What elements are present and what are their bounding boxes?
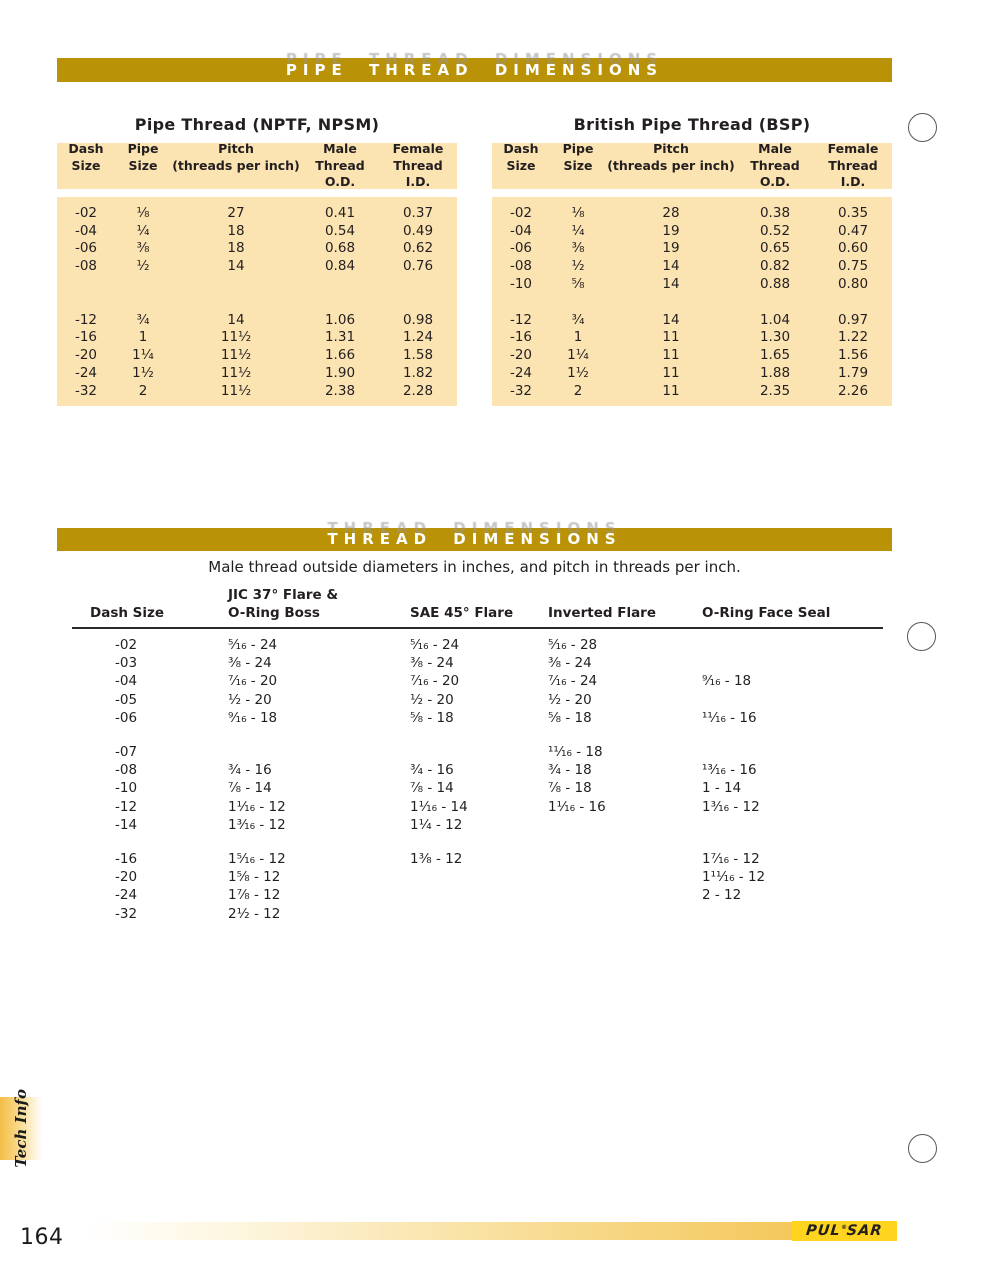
table-row — [72, 672, 883, 690]
cell-female-id: 0.47 — [837, 222, 869, 239]
cell-pipe-size: 1¹⁄₂ — [132, 365, 154, 382]
cell-jic-flare-oring-boss: 1⁵⁄₁₆ - 12 — [228, 850, 286, 867]
cell-dash-size: -06 — [115, 709, 138, 726]
column-header-line1: Pipe — [127, 140, 159, 156]
cell-male-od: 0.82 — [759, 258, 791, 275]
table-row — [492, 382, 892, 400]
registered-mark-icon: ® — [840, 1223, 848, 1231]
cell-jic-flare-oring-boss: ³⁄₈ - 24 — [228, 655, 272, 672]
table-row — [72, 868, 883, 886]
cell-jic-flare-oring-boss: 1⁵⁄₈ - 12 — [228, 869, 281, 886]
cell-male-od: 1.04 — [759, 311, 791, 328]
column-header-line1: Female — [827, 140, 879, 156]
cell-pitch: 11 — [662, 365, 680, 382]
cell-pitch: 14 — [662, 311, 680, 328]
column-header-line1: Dash — [503, 140, 539, 156]
column-header — [814, 141, 892, 192]
column-header-line2: Thread O.D. — [315, 157, 365, 190]
table-row — [72, 886, 883, 904]
cell-jic-flare-oring-boss: ⁵⁄₁₆ - 24 — [228, 637, 278, 654]
cell-pipe-size: ³⁄₈ — [571, 240, 585, 257]
page-number: 164 — [20, 1225, 64, 1250]
cell-dash-size: -02 — [509, 204, 533, 221]
brand-logo — [792, 1221, 897, 1241]
cell-pipe-size: 1¹⁄₂ — [567, 365, 589, 382]
cell-dash-size: -32 — [115, 905, 138, 922]
column-header-line1: Male — [758, 140, 792, 156]
table-row — [57, 222, 457, 240]
cell-male-od: 1.66 — [324, 347, 356, 364]
brand-logo-text — [805, 1224, 883, 1239]
cell-jic-flare-oring-boss: 1³⁄₁₆ - 12 — [228, 816, 286, 833]
column-header-jic-line2: O-Ring Boss — [228, 605, 320, 621]
cell-female-id: 0.98 — [402, 311, 434, 328]
cell-dash-size: -03 — [115, 655, 138, 672]
table-row — [57, 293, 457, 311]
cell-male-od: 0.84 — [324, 258, 356, 275]
table-row — [72, 743, 883, 761]
cell-jic-flare-oring-boss: 1⁷⁄₈ - 12 — [228, 887, 281, 904]
cell-pitch: 27 — [227, 204, 245, 221]
cell-pipe-size: 1¹⁄₄ — [567, 347, 589, 364]
cell-male-od: 1.06 — [324, 311, 356, 328]
cell-pitch: 11 — [662, 382, 680, 399]
cell-female-id: 0.62 — [402, 240, 434, 257]
column-header-line1: Male — [323, 140, 357, 156]
section-title: THREAD DIMENSIONS — [327, 530, 622, 548]
pipe-thread-table-bsp — [492, 140, 892, 406]
cell-dash-size: -16 — [509, 329, 533, 346]
column-header — [736, 141, 814, 192]
cell-female-id: 0.75 — [837, 258, 869, 275]
column-header-sae-flare: SAE 45° Flare — [410, 605, 514, 621]
column-header — [115, 141, 171, 192]
cell-dash-size: -08 — [509, 258, 533, 275]
footer-gradient-strip — [85, 1222, 897, 1240]
table-row — [492, 346, 892, 364]
cell-sae-flare: ³⁄₈ - 24 — [410, 655, 454, 672]
cell-inverted-flare: ¹⁄₂ - 20 — [548, 691, 592, 708]
column-header-line1: Pipe — [562, 140, 594, 156]
table-row — [72, 850, 883, 868]
cell-female-id: 1.22 — [837, 329, 869, 346]
cell-jic-flare-oring-boss: ⁹⁄₁₆ - 18 — [228, 709, 278, 726]
column-header — [171, 141, 301, 192]
cell-pitch: 14 — [227, 311, 245, 328]
cell-pipe-size: ¹⁄₂ — [571, 258, 585, 275]
cell-inverted-flare: ¹¹⁄₁₆ - 18 — [548, 744, 603, 761]
cell-dash-size: -12 — [74, 311, 98, 328]
table-row — [57, 382, 457, 400]
table-row — [57, 311, 457, 329]
column-header-dash-size: Dash Size — [90, 605, 165, 621]
table-row — [492, 275, 892, 293]
column-header-line2: Size — [563, 157, 593, 173]
cell-pitch: 11¹⁄₂ — [220, 329, 252, 346]
table-row — [492, 257, 892, 275]
table-row — [492, 204, 892, 222]
cell-female-id: 0.37 — [402, 204, 434, 221]
column-header-line1: Pitch — [218, 140, 254, 156]
cell-dash-size: -04 — [509, 222, 533, 239]
cell-jic-flare-oring-boss: 2¹⁄₂ - 12 — [228, 905, 281, 922]
cell-female-id: 1.79 — [837, 365, 869, 382]
table-body — [72, 629, 883, 923]
cell-male-od: 0.52 — [759, 222, 791, 239]
cell-pipe-size: 1¹⁄₄ — [132, 347, 154, 364]
tech-info-tab — [0, 1089, 42, 1168]
tech-info-tab-label: Tech Info — [12, 1089, 30, 1168]
table-row — [72, 691, 883, 709]
cell-dash-size: -04 — [115, 673, 138, 690]
table-body — [57, 197, 457, 406]
table-row — [72, 636, 883, 654]
cell-oring-face-seal: 2 - 12 — [702, 887, 742, 904]
cell-oring-face-seal: 1³⁄₁₆ - 12 — [702, 798, 760, 815]
cell-dash-size: -24 — [509, 365, 533, 382]
table-row — [492, 311, 892, 329]
cell-jic-flare-oring-boss: ¹⁄₂ - 20 — [228, 691, 272, 708]
cell-dash-size: -20 — [74, 347, 98, 364]
table-header-row — [492, 140, 892, 190]
table-row — [72, 761, 883, 779]
cell-female-id: 1.24 — [402, 329, 434, 346]
cell-dash-size: -02 — [74, 204, 98, 221]
binder-hole-top — [908, 113, 937, 142]
cell-inverted-flare: ⁷⁄₈ - 18 — [548, 780, 592, 797]
cell-oring-face-seal: ¹³⁄₁₆ - 16 — [702, 762, 757, 779]
table-title-bsp: British Pipe Thread (BSP) — [573, 115, 811, 134]
cell-dash-size: -04 — [74, 222, 98, 239]
column-header — [492, 141, 550, 192]
cell-male-od: 1.65 — [759, 347, 791, 364]
table-row — [72, 798, 883, 816]
column-header-oring-face-seal: O-Ring Face Seal — [702, 605, 831, 621]
cell-female-id: 0.80 — [837, 276, 869, 293]
cell-dash-size: -10 — [115, 780, 138, 797]
cell-pipe-size: ⁵⁄₈ — [571, 276, 585, 293]
cell-pipe-size: ¹⁄₄ — [571, 222, 585, 239]
cell-dash-size: -24 — [115, 887, 138, 904]
cell-pipe-size: ³⁄₈ — [136, 240, 150, 257]
table-header — [72, 586, 883, 629]
table-row — [57, 346, 457, 364]
cell-male-od: 0.38 — [759, 204, 791, 221]
cell-dash-size: -08 — [74, 258, 98, 275]
column-header — [301, 141, 379, 192]
column-header-line2: Thread I.D. — [828, 157, 878, 190]
column-header — [550, 141, 606, 192]
cell-pipe-size: ¹⁄₂ — [136, 258, 150, 275]
cell-dash-size: -05 — [115, 691, 138, 708]
cell-female-id: 0.49 — [402, 222, 434, 239]
brand-left: PUL — [805, 1222, 842, 1239]
cell-male-od: 1.30 — [759, 329, 791, 346]
column-header-line1: Pitch — [653, 140, 689, 156]
cell-inverted-flare: ⁷⁄₁₆ - 24 — [548, 673, 598, 690]
cell-oring-face-seal: ¹¹⁄₁₆ - 16 — [702, 709, 757, 726]
cell-female-id: 1.82 — [402, 365, 434, 382]
table-row — [57, 240, 457, 258]
cell-dash-size: -20 — [115, 869, 138, 886]
cell-dash-size: -08 — [115, 762, 138, 779]
table-row — [492, 293, 892, 311]
column-header-line2: Size — [506, 157, 536, 173]
cell-dash-size: -10 — [509, 276, 533, 293]
column-header-line2: Thread I.D. — [393, 157, 443, 190]
cell-dash-size: -06 — [74, 240, 98, 257]
column-header-line2: Size — [128, 157, 158, 173]
cell-pipe-size: 2 — [573, 382, 583, 399]
cell-pitch: 14 — [227, 258, 245, 275]
cell-sae-flare: ⁵⁄₈ - 18 — [410, 709, 454, 726]
column-header-line1: Female — [392, 140, 444, 156]
cell-dash-size: -20 — [509, 347, 533, 364]
spacer — [72, 586, 228, 604]
spacer — [410, 586, 548, 604]
cell-female-id: 2.28 — [402, 382, 434, 399]
table-row — [57, 364, 457, 382]
cell-oring-face-seal: 1⁷⁄₁₆ - 12 — [702, 850, 760, 867]
cell-pitch: 11 — [662, 347, 680, 364]
cell-dash-size: -07 — [115, 744, 138, 761]
cell-female-id: 0.76 — [402, 258, 434, 275]
binder-hole-bottom — [908, 1134, 937, 1163]
table-row — [72, 904, 883, 922]
cell-male-od: 2.35 — [759, 382, 791, 399]
column-header — [606, 141, 736, 192]
cell-pipe-size: 1 — [573, 329, 583, 346]
cell-pitch: 28 — [662, 204, 680, 221]
cell-pitch: 19 — [662, 240, 680, 257]
table-body — [492, 197, 892, 406]
table-row — [57, 329, 457, 347]
cell-inverted-flare: 1¹⁄₁₆ - 16 — [548, 798, 606, 815]
cell-jic-flare-oring-boss: 1¹⁄₁₆ - 12 — [228, 798, 286, 815]
section-title: PIPE THREAD DIMENSIONS — [285, 61, 664, 79]
cell-pitch: 14 — [662, 276, 680, 293]
cell-female-id: 0.35 — [837, 204, 869, 221]
cell-pipe-size: ³⁄₄ — [571, 311, 585, 328]
table-header-row-top — [72, 586, 883, 604]
cell-sae-flare: ⁷⁄₈ - 14 — [410, 780, 454, 797]
cell-dash-size: -24 — [74, 365, 98, 382]
cell-female-id: 2.26 — [837, 382, 869, 399]
table-title-nptf-npsm: Pipe Thread (NPTF, NPSM) — [134, 115, 380, 134]
spacer — [702, 586, 883, 604]
cell-sae-flare: ¹⁄₂ - 20 — [410, 691, 454, 708]
cell-jic-flare-oring-boss: ⁷⁄₁₆ - 20 — [228, 673, 278, 690]
column-header — [379, 141, 457, 192]
table-row — [72, 654, 883, 672]
table-row — [57, 204, 457, 222]
table-row — [57, 275, 457, 293]
table-row — [72, 727, 883, 743]
column-header-line2: (threads per inch) — [607, 157, 735, 173]
cell-pipe-size: ¹⁄₈ — [571, 204, 585, 221]
table-header-row-bottom — [72, 604, 883, 622]
pipe-thread-table-nptf — [57, 140, 457, 406]
table-row — [492, 329, 892, 347]
thread-dimensions-table — [72, 586, 883, 923]
cell-jic-flare-oring-boss: ⁷⁄₈ - 14 — [228, 780, 272, 797]
cell-oring-face-seal: 1 - 14 — [702, 780, 742, 797]
table-row — [72, 709, 883, 727]
section-title-bar-thread-dimensions — [57, 528, 892, 551]
cell-sae-flare: 1¹⁄₁₆ - 14 — [410, 798, 468, 815]
cell-pipe-size: ¹⁄₄ — [136, 222, 150, 239]
cell-male-od: 0.41 — [324, 204, 356, 221]
column-header-line2: Size — [71, 157, 101, 173]
cell-sae-flare: ³⁄₄ - 16 — [410, 762, 454, 779]
table-row — [492, 364, 892, 382]
cell-dash-size: -14 — [115, 816, 138, 833]
table-row — [72, 834, 883, 850]
cell-male-od: 2.38 — [324, 382, 356, 399]
cell-pitch: 18 — [227, 240, 245, 257]
cell-male-od: 0.54 — [324, 222, 356, 239]
column-header-jic-line1: JIC 37° Flare & — [228, 587, 339, 603]
column-header — [57, 141, 115, 192]
cell-pitch: 11 — [662, 329, 680, 346]
cell-female-id: 1.56 — [837, 347, 869, 364]
cell-dash-size: -02 — [115, 637, 138, 654]
cell-dash-size: -16 — [74, 329, 98, 346]
section-title-bar-pipe-thread — [57, 58, 892, 82]
cell-pitch: 19 — [662, 222, 680, 239]
cell-sae-flare: 1¹⁄₄ - 12 — [410, 816, 463, 833]
cell-pitch: 18 — [227, 222, 245, 239]
cell-dash-size: -12 — [509, 311, 533, 328]
cell-male-od: 0.68 — [324, 240, 356, 257]
table-row — [72, 779, 883, 797]
cell-sae-flare: ⁵⁄₁₆ - 24 — [410, 637, 460, 654]
cell-inverted-flare: ⁵⁄₁₆ - 28 — [548, 637, 598, 654]
table-row — [492, 240, 892, 258]
cell-pipe-size: ¹⁄₈ — [136, 204, 150, 221]
cell-male-od: 0.88 — [759, 276, 791, 293]
cell-inverted-flare: ³⁄₈ - 24 — [548, 655, 592, 672]
cell-male-od: 1.90 — [324, 365, 356, 382]
cell-inverted-flare: ³⁄₄ - 18 — [548, 762, 592, 779]
table-header-row — [57, 140, 457, 190]
cell-dash-size: -32 — [509, 382, 533, 399]
cell-dash-size: -06 — [509, 240, 533, 257]
cell-pipe-size: ³⁄₄ — [136, 311, 150, 328]
table-row — [72, 816, 883, 834]
cell-pitch: 11¹⁄₂ — [220, 347, 252, 364]
cell-inverted-flare: ⁵⁄₈ - 18 — [548, 709, 592, 726]
cell-oring-face-seal: 1¹¹⁄₁₆ - 12 — [702, 869, 766, 886]
cell-sae-flare: 1³⁄₈ - 12 — [410, 850, 463, 867]
binder-hole-middle — [907, 622, 936, 651]
cell-dash-size: -16 — [115, 850, 138, 867]
cell-jic-flare-oring-boss: ³⁄₄ - 16 — [228, 762, 272, 779]
column-header-inverted-flare: Inverted Flare — [548, 605, 656, 621]
cell-pitch: 11¹⁄₂ — [220, 382, 252, 399]
cell-pipe-size: 1 — [138, 329, 148, 346]
cell-oring-face-seal: ⁹⁄₁₆ - 18 — [702, 673, 752, 690]
cell-pitch: 11¹⁄₂ — [220, 365, 252, 382]
table-row — [57, 257, 457, 275]
cell-sae-flare: ⁷⁄₁₆ - 20 — [410, 673, 460, 690]
column-header-line2: (threads per inch) — [172, 157, 300, 173]
cell-female-id: 1.58 — [402, 347, 434, 364]
column-header-line1: Dash — [68, 140, 104, 156]
cell-male-od: 1.88 — [759, 365, 791, 382]
cell-pitch: 14 — [662, 258, 680, 275]
cell-dash-size: -12 — [115, 798, 138, 815]
table-row — [492, 222, 892, 240]
cell-female-id: 0.60 — [837, 240, 869, 257]
column-header-line2: Thread O.D. — [750, 157, 800, 190]
cell-male-od: 0.65 — [759, 240, 791, 257]
spacer — [548, 586, 702, 604]
cell-dash-size: -32 — [74, 382, 98, 399]
cell-female-id: 0.97 — [837, 311, 869, 328]
brand-right: SAR — [846, 1222, 884, 1239]
cell-pipe-size: 2 — [138, 382, 148, 399]
cell-male-od: 1.31 — [324, 329, 356, 346]
table-subtitle: Male thread outside diameters in inches, and pitch in threads per inch. — [208, 558, 741, 576]
